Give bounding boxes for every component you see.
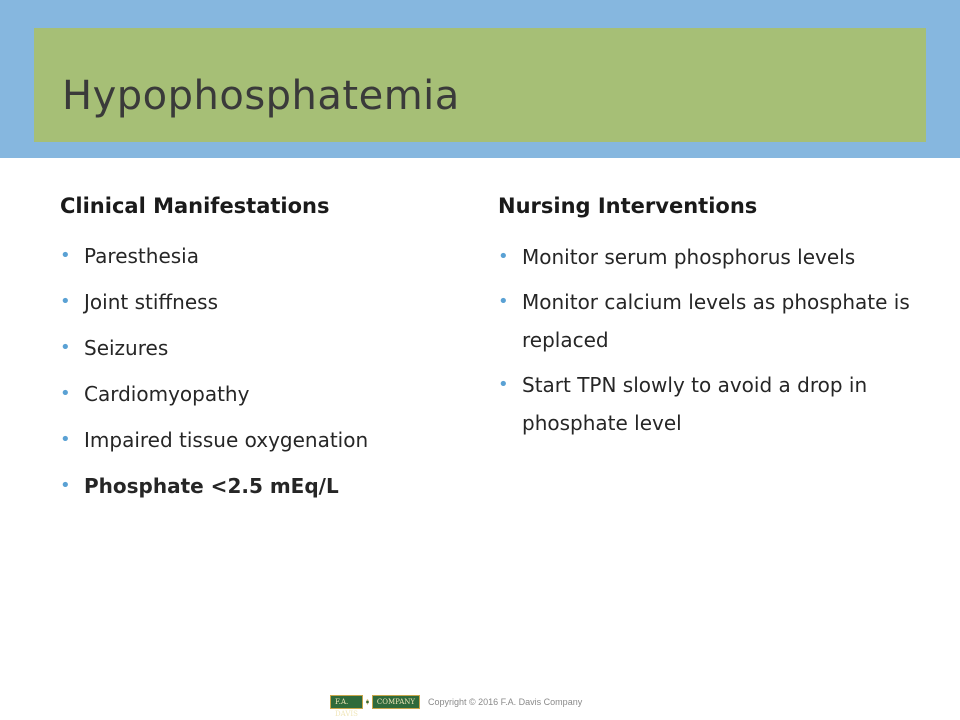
list-item: [60, 238, 470, 274]
list-item: [498, 366, 918, 442]
bullet-icon: •: [60, 245, 71, 266]
list-item-text: Seizures: [84, 336, 169, 360]
bullet-icon: •: [60, 383, 71, 404]
bullet-icon: •: [498, 374, 509, 395]
list-item: [498, 283, 918, 359]
list-item-text: Monitor serum phosphorus levels: [522, 245, 856, 269]
list-item: [498, 238, 918, 276]
list-item: [60, 376, 470, 412]
title-box: [34, 28, 926, 142]
nursing-interventions-column: [498, 190, 918, 449]
bullet-icon: •: [60, 429, 71, 450]
bullet-icon: •: [498, 246, 509, 267]
bullet-icon: •: [60, 337, 71, 358]
logo-right-plaque: COMPANY: [372, 695, 420, 709]
nursing-interventions-heading: Nursing Interventions: [498, 194, 758, 218]
copyright-text: Copyright © 2016 F.A. Davis Company: [428, 697, 583, 707]
nursing-interventions-list: [498, 238, 918, 442]
fa-davis-logo: [330, 692, 420, 718]
list-item: [60, 422, 470, 458]
list-item: [60, 468, 470, 504]
bullet-icon: •: [60, 475, 71, 496]
list-item: [60, 330, 470, 366]
caduceus-icon: [365, 693, 370, 711]
list-item-text: Phosphate <2.5 mEq/L: [84, 474, 339, 498]
list-item-text: Cardiomyopathy: [84, 382, 250, 406]
list-item-text: Start TPN slowly to avoid a drop in phosphate level: [522, 373, 868, 435]
clinical-manifestations-heading: Clinical Manifestations: [60, 194, 330, 218]
logo-left-plaque: F.A. DAVIS: [330, 695, 363, 709]
bullet-icon: •: [60, 291, 71, 312]
footer: [330, 690, 583, 718]
list-item: [60, 284, 470, 320]
slide-title: Hypophosphatemia: [62, 73, 460, 119]
list-item-text: Monitor calcium levels as phosphate is replaced: [522, 290, 910, 352]
clinical-manifestations-column: [60, 190, 470, 514]
bullet-icon: •: [498, 291, 509, 312]
list-item-text: Joint stiffness: [84, 290, 218, 314]
clinical-manifestations-list: [60, 238, 470, 504]
list-item-text: Impaired tissue oxygenation: [84, 428, 369, 452]
list-item-text: Paresthesia: [84, 244, 199, 268]
